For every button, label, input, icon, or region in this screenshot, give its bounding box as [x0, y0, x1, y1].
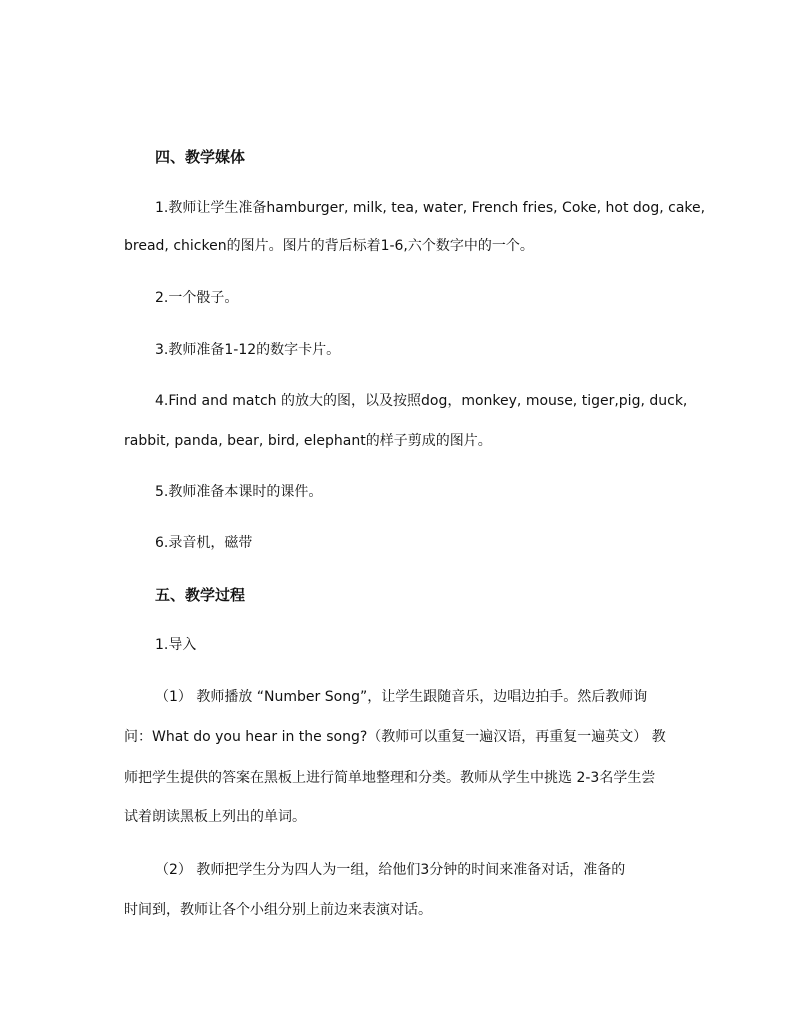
paragraph-1-line-2: 问：What do you hear in the song?（教师可以重复一遍汉语，再重复一遍英文） 教	[124, 729, 666, 745]
section-title-teaching-media: 四、教学媒体	[155, 148, 246, 166]
paragraph-1-line-1: （1） 教师播放 “Number Song”，让学生跟随音乐，边唱边拍手。然后教师询	[155, 689, 648, 705]
media-item-3: 3.教师准备1-12的数字卡片。	[155, 342, 341, 358]
paragraph-2-line-2: 时间到，教师让各个小组分别上前边来表演对话。	[124, 902, 432, 918]
media-item-1-line-2: bread, chicken的图片。图片的背后标着1-6,六个数字中的一个。	[124, 238, 534, 254]
step-1-title: 1.导入	[155, 637, 197, 653]
media-item-2: 2.一个骰子。	[155, 290, 239, 306]
media-item-6: 6.录音机，磁带	[155, 535, 253, 551]
section-title-teaching-process: 五、教学过程	[155, 586, 246, 604]
paragraph-1-line-3: 师把学生提供的答案在黑板上进行简单地整理和分类。教师从学生中挑选 2-3名学生尝	[124, 770, 656, 786]
paragraph-1-line-4: 试着朗读黑板上列出的单词。	[124, 809, 306, 825]
media-item-4-line-2: rabbit, panda, bear, bird, elephant的样子剪成的图片。	[124, 433, 492, 449]
paragraph-2-line-1: （2） 教师把学生分为四人为一组，给他们3分钟的时间来准备对话，准备的	[155, 862, 626, 878]
media-item-5: 5.教师准备本课时的课件。	[155, 484, 323, 500]
media-item-1-line-1: 1.教师让学生准备hamburger, milk, tea, water, French fries, Coke, hot dog, cake,	[155, 200, 706, 216]
media-item-4-line-1: 4.Find and match 的放大的图，以及按照dog，monkey, mouse, tiger,pig, duck,	[155, 393, 688, 409]
